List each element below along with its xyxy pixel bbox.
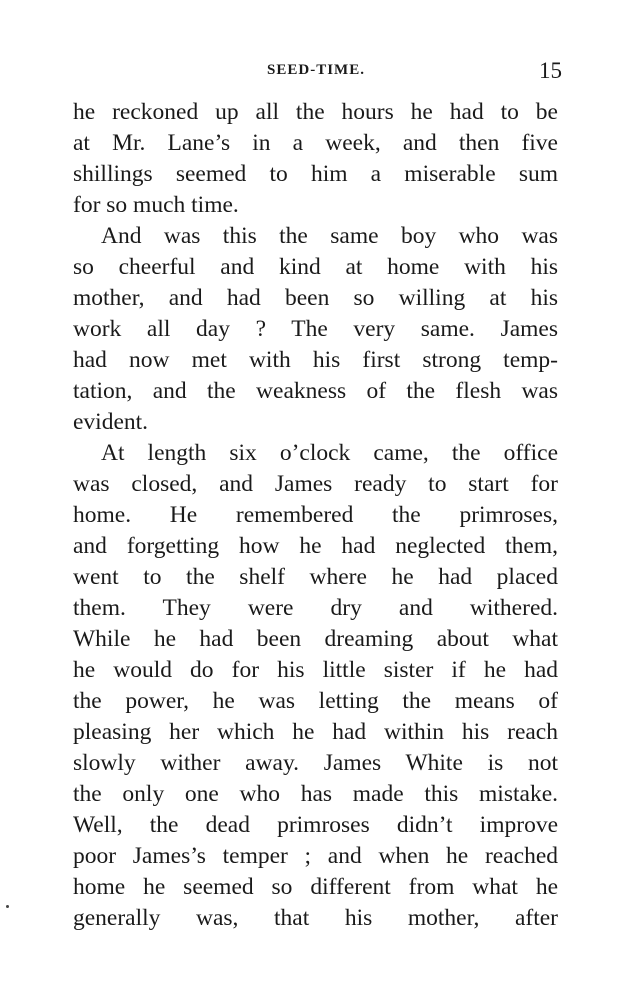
text-line: he reckoned up all the hours he had to be bbox=[73, 99, 558, 125]
text-line: mother, and had been so willing at his bbox=[73, 285, 558, 311]
running-head bbox=[70, 58, 562, 84]
text-line: work all day ? The very same. James bbox=[73, 316, 558, 342]
text-line: the power, he was letting the means of bbox=[73, 688, 558, 714]
paper-speck bbox=[6, 905, 9, 908]
text-line: was closed, and James ready to start for bbox=[73, 471, 558, 497]
paragraph bbox=[73, 221, 558, 438]
paragraph bbox=[73, 97, 558, 221]
text-line: pleasing her which he had within his reach bbox=[73, 719, 558, 745]
text-line: poor James’s temper ; and when he reached bbox=[73, 843, 558, 869]
text-line: While he had been dreaming about what bbox=[73, 626, 558, 652]
text-line: slowly wither away. James White is not bbox=[73, 750, 558, 776]
text-line: for so much time. bbox=[73, 192, 239, 218]
text-line: so cheerful and kind at home with his bbox=[73, 254, 558, 280]
text-line: he would do for his little sister if he had bbox=[73, 657, 558, 683]
running-title: SEED-TIME. bbox=[267, 62, 365, 78]
text-line: them. They were dry and withered. bbox=[73, 595, 558, 621]
text-line: evident. bbox=[73, 409, 149, 435]
text-line: home he seemed so different from what he bbox=[73, 874, 558, 900]
page-number: 15 bbox=[539, 58, 562, 83]
text-line: home. He remembered the primroses, bbox=[73, 502, 558, 528]
body-text bbox=[73, 97, 558, 934]
text-line: tation, and the weakness of the flesh was bbox=[73, 378, 558, 404]
paragraph bbox=[73, 438, 558, 934]
text-line: And was this the same boy who was bbox=[101, 223, 558, 249]
text-line: went to the shelf where he had placed bbox=[73, 564, 558, 590]
text-line: at Mr. Lane’s in a week, and then five bbox=[73, 130, 558, 156]
text-line: Well, the dead primroses didn’t improve bbox=[73, 812, 558, 838]
text-line: the only one who has made this mistake. bbox=[73, 781, 558, 807]
text-line: shillings seemed to him a miserable sum bbox=[73, 161, 558, 187]
text-line: generally was, that his mother, after bbox=[73, 905, 558, 931]
text-line: and forgetting how he had neglected them, bbox=[73, 533, 558, 559]
text-line: had now met with his first strong temp- bbox=[73, 347, 558, 373]
text-line: At length six o’clock came, the office bbox=[101, 440, 558, 466]
